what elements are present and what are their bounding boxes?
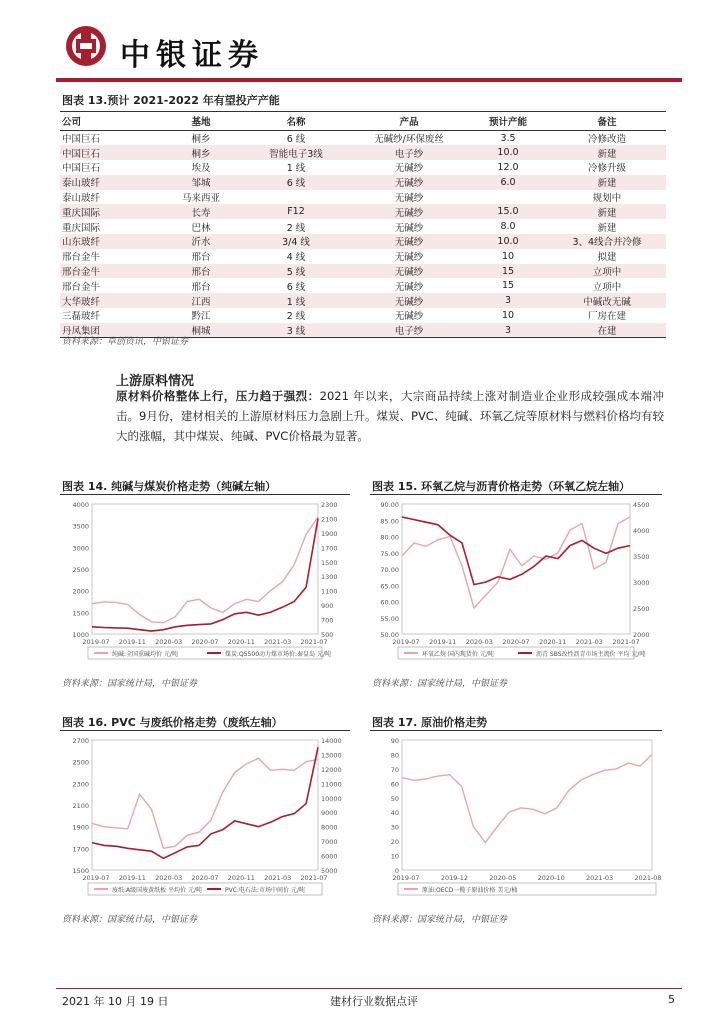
x-tick-label: 2019-07 xyxy=(392,638,420,646)
y-tick-label: 40 xyxy=(390,809,399,818)
table-cell: 桐城 xyxy=(160,323,242,338)
y2-tick-label: 6000 xyxy=(321,852,338,861)
series-line xyxy=(92,758,318,848)
y-tick-label: 1900 xyxy=(72,823,89,832)
y2-tick-label: 3500 xyxy=(633,553,650,561)
x-tick-label: 2020-11 xyxy=(227,874,255,882)
table-cell: 无碱纱 xyxy=(394,193,424,205)
table-row xyxy=(60,131,666,146)
footer-doc-title: 建材行业数据点评 xyxy=(330,995,418,1008)
series-line xyxy=(92,747,318,858)
col-capacity: 预计产能 xyxy=(468,112,548,131)
y-tick-label: 75.00 xyxy=(380,549,399,558)
table-cell: 无碱纱 xyxy=(350,204,468,219)
y2-tick-label: 1500 xyxy=(321,558,338,567)
col-product: 产品 xyxy=(350,112,468,131)
x-tick-label: 2021-07 xyxy=(300,874,328,882)
y2-tick-label: 9000 xyxy=(321,809,338,818)
series-line xyxy=(402,754,652,842)
y2-tick-label: 4500 xyxy=(633,501,650,509)
table-row xyxy=(60,219,666,234)
x-tick-label: 2021-03 xyxy=(264,638,292,646)
table-cell: 6 线 xyxy=(242,175,350,190)
table-cell: 3 xyxy=(468,323,548,338)
x-tick-label: 2019-12 xyxy=(440,874,468,882)
x-tick-label: 2020-07 xyxy=(191,638,219,646)
y-tick-label: 1000 xyxy=(72,631,89,639)
table-cell: 无碱纱 xyxy=(394,163,424,175)
table-cell: 1 线 xyxy=(242,293,350,308)
section-title: 上游原料情况 xyxy=(116,374,195,389)
y2-tick-label: 5000 xyxy=(321,867,338,875)
table-row xyxy=(60,308,666,323)
chart17-rule xyxy=(370,730,662,731)
table-row xyxy=(60,249,666,264)
table-cell: 中国巨石 xyxy=(62,134,101,146)
table-cell: 15.0 xyxy=(468,204,548,219)
y2-tick-label: 14000 xyxy=(321,737,342,745)
y-tick-label: 55.00 xyxy=(380,614,399,623)
legend-label: 环氧乙烷 国内现货价 元/吨 xyxy=(422,651,494,658)
y-tick-label: 3000 xyxy=(72,544,89,553)
legend-label: 原油:OECD一揽子原油价格 美元/桶 xyxy=(422,887,518,894)
table-cell: 1 线 xyxy=(286,163,306,175)
table-row xyxy=(60,264,666,279)
table-cell: 5 线 xyxy=(242,264,350,279)
table-cell: 丹凤集团 xyxy=(60,323,160,338)
chart15-rule xyxy=(370,494,662,495)
table-cell: 3.5 xyxy=(500,132,516,144)
table-row xyxy=(60,175,666,190)
table-cell: 邢台 xyxy=(191,281,211,293)
table-cell: 邢台 xyxy=(191,252,211,264)
y2-tick-label: 2300 xyxy=(321,501,338,509)
y2-tick-label: 1300 xyxy=(321,573,338,582)
footer-rule xyxy=(56,988,682,989)
table-row xyxy=(60,234,666,249)
table-cell: 3 xyxy=(468,293,548,308)
x-tick-label: 2020-10 xyxy=(537,874,565,882)
table-cell: F12 xyxy=(242,204,350,219)
table-cell: 泰山玻纤 xyxy=(62,193,101,205)
y-tick-label: 70 xyxy=(390,765,399,774)
paragraph-body: 2021 年以来，大宗商品持续上涨对制造业企业形成较强成本端冲击。9月份，建材相关的上游原材料压力急剧上升。煤炭、PVC、纯碱、环氧乙烷等原材料与燃料价格均有较大的涨幅，其中煤炭、纯碱、PVC价格最为显著。 xyxy=(116,389,665,443)
table-cell: 立项中 xyxy=(548,264,666,279)
x-tick-label: 2020-05 xyxy=(489,874,517,882)
y-tick-label: 20 xyxy=(390,838,399,847)
table-cell: 山东玻纤 xyxy=(60,234,160,249)
col-note: 备注 xyxy=(548,112,666,131)
y-tick-label: 90 xyxy=(390,737,399,745)
chart17-title: 图表 17. 原油价格走势 xyxy=(372,716,488,729)
chart16-rule xyxy=(60,730,350,731)
table-cell: 无碱纱 xyxy=(350,293,468,308)
legend-label: 废纸:A级国废黄纸板 平均价 元/吨 xyxy=(112,887,202,894)
table-cell: 电子纱 xyxy=(350,145,468,160)
y2-tick-label: 1900 xyxy=(321,529,338,538)
y2-tick-label: 700 xyxy=(321,616,334,625)
plot-frame xyxy=(402,740,652,870)
legend-label: PVC:电石法:市场中间价 元/吨 xyxy=(225,887,305,894)
y-tick-label: 2300 xyxy=(72,780,89,789)
table-cell: 无碱纱 xyxy=(394,222,424,234)
y-tick-label: 3500 xyxy=(72,522,89,531)
paragraph-lead: 原材料价格整体上行，压力趋于强烈： xyxy=(116,389,320,403)
table-row xyxy=(60,278,666,293)
chart14-source: 资料来源：国家统计局，中银证券 xyxy=(62,679,198,689)
y2-tick-label: 2100 xyxy=(321,515,338,524)
col-name: 名称 xyxy=(242,112,350,131)
y-tick-label: 4000 xyxy=(72,501,89,509)
chart14-plot xyxy=(60,496,350,668)
x-tick-label: 2020-03 xyxy=(155,874,183,882)
chart17-plot xyxy=(370,732,662,904)
x-tick-label: 2021-03 xyxy=(264,874,292,882)
series-line xyxy=(402,517,630,585)
x-tick-label: 2021-03 xyxy=(575,638,603,646)
table-cell: 泰山玻纤 xyxy=(60,175,160,190)
table-cell: 桐乡 xyxy=(160,145,242,160)
table-cell: 大华玻纤 xyxy=(60,293,160,308)
brand-name: 中银证券 xyxy=(120,38,264,73)
table-cell: 10.0 xyxy=(468,145,548,160)
table-cell: 长寿 xyxy=(160,204,242,219)
table-cell: 邹城 xyxy=(160,175,242,190)
table-row xyxy=(60,190,666,205)
x-tick-label: 2019-11 xyxy=(429,638,457,646)
chart15-source: 资料来源：国家统计局，中银证券 xyxy=(372,679,508,689)
table-cell xyxy=(242,190,350,205)
table-cell: 6.0 xyxy=(468,175,548,190)
table-cell: 江西 xyxy=(160,293,242,308)
x-tick-label: 2020-03 xyxy=(155,638,183,646)
plot-frame xyxy=(92,504,318,634)
table-cell: 10 xyxy=(501,309,515,321)
y-tick-label: 85.00 xyxy=(380,517,399,526)
table-cell: 黔江 xyxy=(191,311,211,323)
table-cell: 中国巨石 xyxy=(62,163,101,175)
series-line xyxy=(92,518,318,631)
table-cell: 新建 xyxy=(548,204,666,219)
y-tick-label: 1500 xyxy=(72,609,89,618)
table-cell: 10.0 xyxy=(468,234,548,249)
footer-date: 2021 年 10 月 19 日 xyxy=(62,995,169,1008)
table-cell: 马来西亚 xyxy=(181,193,220,205)
table-cell: 冷修改造 xyxy=(587,134,626,146)
table-cell: 无碱纱 xyxy=(350,234,468,249)
table-cell: 3、4线合并冷修 xyxy=(548,234,666,249)
table-source: 资料来源：卓创资讯，中银证券 xyxy=(62,337,189,347)
table-cell: 无碱纱 xyxy=(350,264,468,279)
x-tick-label: 2020-03 xyxy=(465,638,493,646)
y-tick-label: 65.00 xyxy=(380,582,399,591)
y-tick-label: 50 xyxy=(390,794,399,803)
chart17-source: 资料来源：国家统计局，中银证券 xyxy=(372,915,508,925)
chart16-source: 资料来源：国家统计局，中银证券 xyxy=(62,915,198,925)
table-cell: 4 线 xyxy=(286,252,306,264)
y-tick-label: 90.00 xyxy=(380,501,399,509)
table-cell: 邢台金牛 xyxy=(62,281,101,293)
table-row xyxy=(60,204,666,219)
table-cell: 2 线 xyxy=(286,222,306,234)
y-tick-label: 30 xyxy=(390,823,399,832)
y-tick-label: 2500 xyxy=(72,758,89,767)
table-cell: 电子纱 xyxy=(350,323,468,338)
table-cell: 桐乡 xyxy=(191,134,211,146)
x-tick-label: 2020-07 xyxy=(191,874,219,882)
table-cell: 厂房在建 xyxy=(587,311,626,323)
table-cell: 巴林 xyxy=(191,222,211,234)
y-tick-label: 2000 xyxy=(72,587,89,596)
chart15-title: 图表 15. 环氧乙烷与沥青价格走势（环氧乙烷左轴） xyxy=(372,480,631,493)
y2-tick-label: 3000 xyxy=(633,579,650,587)
y2-tick-label: 11000 xyxy=(321,780,342,789)
chart15-plot xyxy=(370,496,662,668)
table-cell: 3 线 xyxy=(242,323,350,338)
y-tick-label: 2100 xyxy=(72,802,89,810)
chart16-title: 图表 16. PVC 与废纸价格走势（废纸左轴） xyxy=(62,716,283,729)
table-cell: 邢台 xyxy=(160,264,242,279)
y-tick-label: 2700 xyxy=(72,737,89,745)
x-tick-label: 2019-07 xyxy=(82,638,110,646)
x-tick-label: 2019-11 xyxy=(118,874,146,882)
x-tick-label: 2020-11 xyxy=(227,638,255,646)
table-row xyxy=(60,160,666,175)
y-tick-label: 1700 xyxy=(72,845,89,854)
table-cell: 6 线 xyxy=(286,281,306,293)
table-row xyxy=(60,145,666,160)
table-cell: 8.0 xyxy=(500,221,516,233)
table-cell: 3/4 线 xyxy=(242,234,350,249)
x-tick-label: 2021-08 xyxy=(634,874,662,882)
x-tick-label: 2019-07 xyxy=(82,874,110,882)
table-cell: 新建 xyxy=(548,175,666,190)
table-cell: 沂水 xyxy=(160,234,242,249)
table-cell: 立项中 xyxy=(592,281,622,293)
y2-tick-label: 13000 xyxy=(321,751,342,760)
y-tick-label: 1500 xyxy=(72,867,89,875)
table-row xyxy=(60,293,666,308)
table-cell xyxy=(468,190,548,205)
table-cell: 中国巨石 xyxy=(60,145,160,160)
y-tick-label: 60 xyxy=(390,780,399,789)
y2-tick-label: 12000 xyxy=(321,765,342,774)
x-tick-label: 2019-07 xyxy=(392,874,420,882)
x-tick-label: 2021-07 xyxy=(300,638,328,646)
table-cell: 重庆国际 xyxy=(60,204,160,219)
plot-frame xyxy=(92,740,318,870)
y2-tick-label: 2500 xyxy=(633,605,650,613)
col-company: 公司 xyxy=(60,112,160,131)
table-cell: 规划中 xyxy=(592,193,622,205)
y-tick-label: 60.00 xyxy=(380,598,399,607)
header-rule xyxy=(56,78,682,82)
table-cell: 12.0 xyxy=(497,161,519,173)
legend-label: 纯碱:全国重碱均价 元/吨 xyxy=(112,651,178,658)
y-tick-label: 2500 xyxy=(72,566,89,574)
y-tick-label: 80 xyxy=(390,751,399,760)
table-cell: 三磊玻纤 xyxy=(62,311,101,323)
x-tick-label: 2019-11 xyxy=(118,638,146,646)
bank-of-china-logo xyxy=(64,24,108,68)
table-cell: 在建 xyxy=(548,323,666,338)
table-cell: 中碱改无碱 xyxy=(548,293,666,308)
x-tick-label: 2020-07 xyxy=(502,638,530,646)
table-cell: 拟建 xyxy=(597,252,617,264)
y2-tick-label: 8000 xyxy=(321,823,338,832)
section-paragraph xyxy=(116,386,664,446)
table-cell: 6 线 xyxy=(286,134,306,146)
table-cell: 邢台金牛 xyxy=(62,252,101,264)
capacity-table xyxy=(60,111,666,338)
table-cell: 15 xyxy=(468,264,548,279)
y2-tick-label: 1700 xyxy=(321,544,338,553)
y-tick-label: 80.00 xyxy=(380,533,399,542)
legend-label: 煤炭:Q5500动力煤市场价:秦皇岛 元/吨 xyxy=(225,651,331,658)
table-cell: 10 xyxy=(501,250,515,262)
y-tick-label: 50.00 xyxy=(380,631,399,639)
y-tick-label: 10 xyxy=(390,852,399,861)
plot-frame xyxy=(402,504,630,634)
y-tick-label: 0 xyxy=(394,867,399,875)
table-cell: 新建 xyxy=(548,145,666,160)
col-base: 基地 xyxy=(160,112,242,131)
table-cell: 邢台金牛 xyxy=(60,264,160,279)
y2-tick-label: 1100 xyxy=(321,587,338,596)
y2-tick-label: 500 xyxy=(321,631,334,639)
y2-tick-label: 900 xyxy=(321,602,334,611)
chart14-rule xyxy=(60,494,350,495)
footer-page-number: 5 xyxy=(668,993,675,1006)
table-cell: 无碱纱/环保废丝 xyxy=(374,134,444,146)
x-tick-label: 2021-03 xyxy=(586,874,614,882)
y2-tick-label: 10000 xyxy=(321,794,342,803)
chart14-title: 图表 14. 纯碱与煤炭价格走势（纯碱左轴） xyxy=(62,480,277,493)
page-header xyxy=(56,18,682,80)
table-title: 图表 13.预计 2021-2022 年有望投产产能 xyxy=(62,94,280,107)
table-cell: 智能电子3线 xyxy=(242,145,350,160)
table-cell: 无碱纱 xyxy=(394,311,424,323)
y-tick-label: 70.00 xyxy=(380,566,399,574)
y2-tick-label: 2000 xyxy=(633,631,650,639)
y2-tick-label: 4000 xyxy=(633,527,650,535)
chart16-plot xyxy=(60,732,350,904)
table-cell: 冷修升级 xyxy=(587,163,626,175)
table-cell: 重庆国际 xyxy=(62,222,101,234)
table-cell: 无碱纱 xyxy=(350,175,468,190)
series-line xyxy=(402,517,630,608)
legend-label: 沥青 SBS改性沥青市场主流价 平均 元/吨 xyxy=(536,651,646,658)
table-cell: 无碱纱 xyxy=(394,252,424,264)
table-cell: 新建 xyxy=(597,222,617,234)
y2-tick-label: 7000 xyxy=(321,838,338,847)
x-tick-label: 2020-11 xyxy=(539,638,567,646)
table-cell: 2 线 xyxy=(286,311,306,323)
table-cell: 埃及 xyxy=(191,163,211,175)
table-cell: 15 xyxy=(501,280,515,292)
x-tick-label: 2021-07 xyxy=(612,638,640,646)
table-cell: 无碱纱 xyxy=(394,281,424,293)
